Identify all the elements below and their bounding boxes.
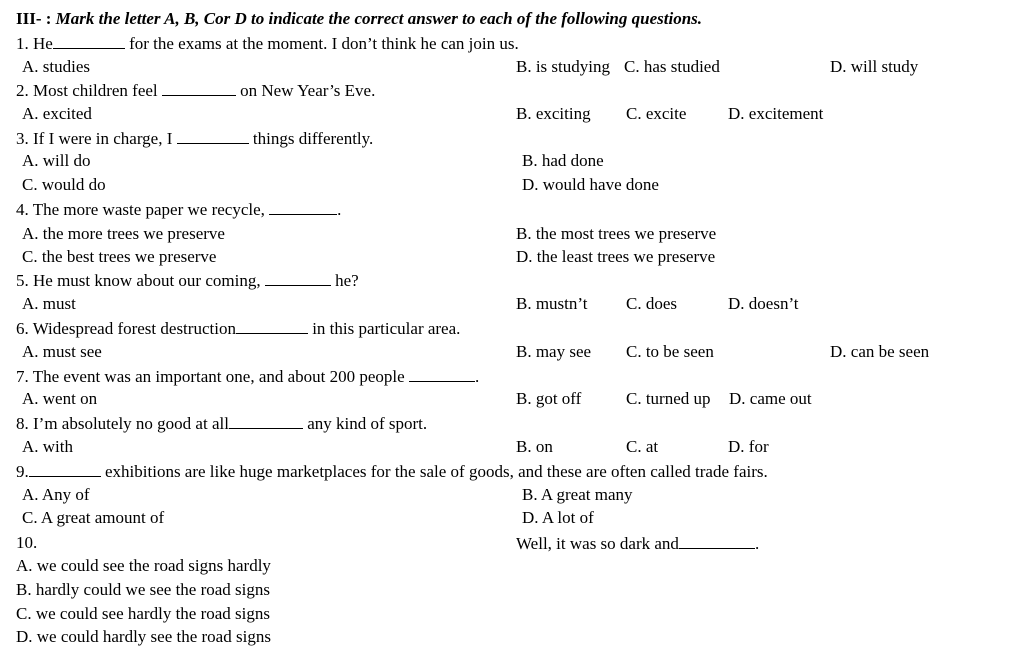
q6-option-a: A. must see: [22, 342, 102, 361]
question-3: 3. If I were in charge, I things differently.: [16, 129, 374, 148]
q4-option-c: C. the best trees we preserve: [22, 247, 217, 266]
q3-option-c: C. would do: [22, 175, 106, 194]
question-9: 9. exhibitions are like huge marketplaces for the sale of goods, and these are often called trade fairs.: [16, 462, 768, 481]
question-4: 4. The more waste paper we recycle, .: [16, 200, 342, 219]
q1-option-b: B. is studying: [516, 57, 610, 76]
q1-option-d: D. will study: [830, 57, 919, 76]
answer-blank: [229, 413, 303, 429]
q1-option-a: A. studies: [22, 57, 90, 76]
question-10: Well, it was so dark and .: [516, 534, 760, 553]
q2-option-d: D. excitement: [728, 104, 824, 123]
q7-option-a: A. went on: [22, 389, 98, 408]
q6-option-b: B. may see: [516, 342, 592, 361]
q5-option-a: A. must: [22, 294, 76, 313]
q4-option-d: D. the least trees we preserve: [516, 247, 716, 266]
q7-option-c: C. turned up: [626, 389, 711, 408]
q10-option-b: B. hardly could we see the road signs: [16, 580, 270, 599]
question-1: 1. He for the exams at the moment. I don’t think he can join us.: [16, 34, 519, 53]
answer-blank: [162, 80, 236, 96]
q6-option-d: D. can be seen: [830, 342, 930, 361]
question-7: 7. The event was an important one, and about 200 people .: [16, 367, 480, 386]
q6-option-c: C. to be seen: [626, 342, 714, 361]
question-6: 6. Widespread forest destruction in this particular area.: [16, 319, 461, 338]
q5-option-d: D. doesn’t: [728, 294, 799, 313]
q5-option-c: C. does: [626, 294, 677, 313]
q2-option-a: A. excited: [22, 104, 92, 123]
q1-option-c: C. has studied: [624, 57, 720, 76]
q8-option-c: C. at: [626, 437, 659, 456]
q7-option-b: B. got off: [516, 389, 582, 408]
q9-option-d: D. A lot of: [522, 508, 594, 527]
q2-option-c: C. excite: [626, 104, 687, 123]
q8-option-b: B. on: [516, 437, 553, 456]
answer-blank: [29, 461, 101, 477]
question-2: 2. Most children feel on New Year’s Eve.: [16, 81, 376, 100]
answer-blank: [679, 533, 755, 549]
q7-option-d: D. came out: [729, 389, 812, 408]
q3-option-a: A. will do: [22, 151, 91, 170]
q8-option-a: A. with: [22, 437, 73, 456]
q3-option-d: D. would have done: [522, 175, 659, 194]
answer-blank: [53, 33, 125, 49]
q8-option-d: D. for: [728, 437, 769, 456]
question-10-number: 10.: [16, 533, 38, 552]
answer-blank: [177, 128, 249, 144]
q9-option-c: C. A great amount of: [22, 508, 165, 527]
answer-blank: [236, 318, 308, 334]
q3-option-b: B. had done: [522, 151, 604, 170]
q9-option-a: A. Any of: [22, 485, 90, 504]
q4-option-b: B. the most trees we preserve: [516, 224, 717, 243]
q9-option-b: B. A great many: [522, 485, 633, 504]
q5-option-b: B. mustn’t: [516, 294, 588, 313]
answer-blank: [409, 366, 475, 382]
q4-option-a: A. the more trees we preserve: [22, 224, 225, 243]
question-8: 8. I’m absolutely no good at all any kind of sport.: [16, 414, 428, 433]
q2-option-b: B. exciting: [516, 104, 591, 123]
q10-option-a: A. we could see the road signs hardly: [16, 556, 271, 575]
question-5: 5. He must know about our coming, he?: [16, 271, 359, 290]
q10-option-d: D. we could hardly see the road signs: [16, 627, 271, 646]
answer-blank: [265, 270, 331, 286]
q10-option-c: C. we could see hardly the road signs: [16, 604, 270, 623]
answer-blank: [269, 199, 337, 215]
section-title: III- : Mark the letter A, B, Cor D to indicate the correct answer to each of the following questions.: [16, 9, 703, 28]
